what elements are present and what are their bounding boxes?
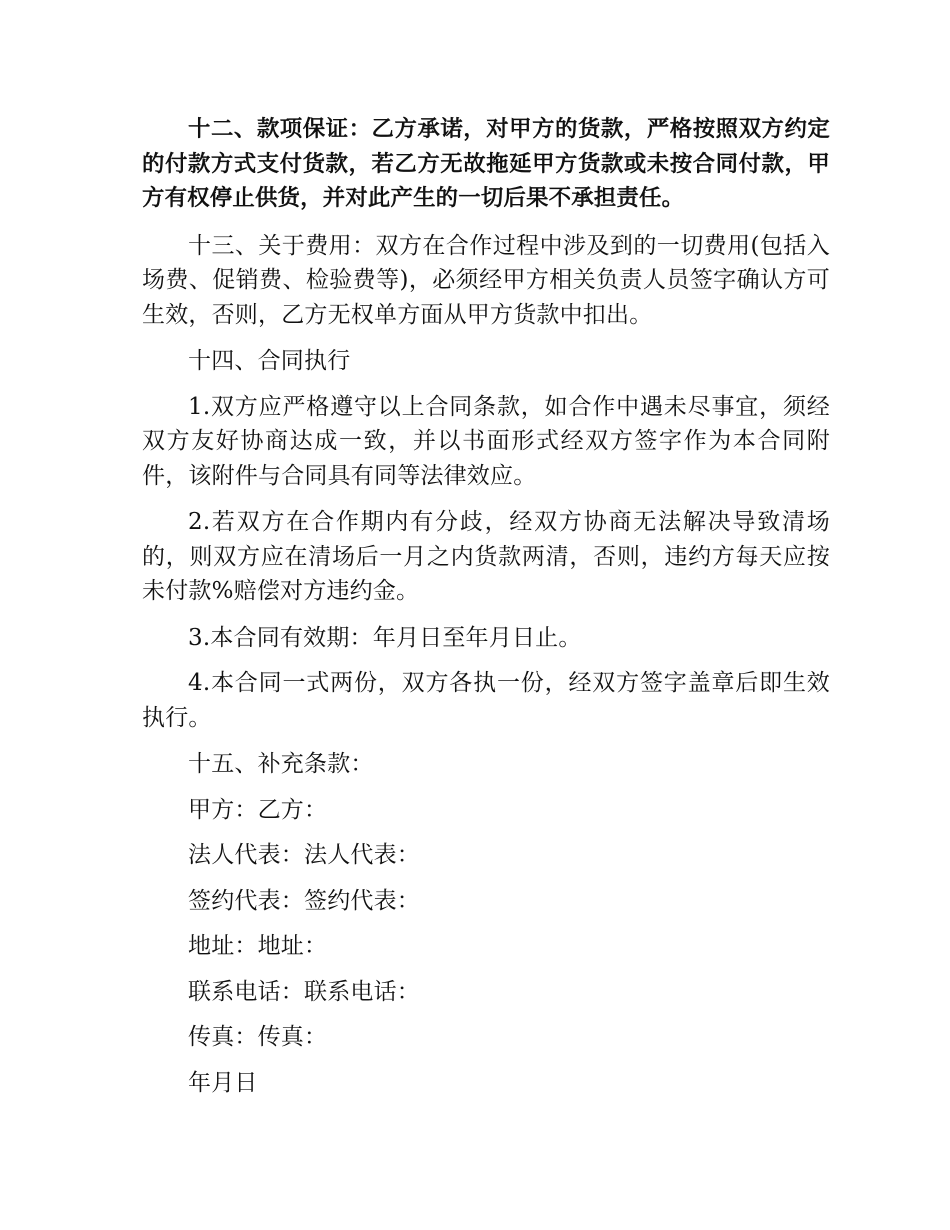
signature-phone: 联系电话：联系电话：	[188, 978, 420, 1005]
signature-date: 年月日	[188, 1069, 258, 1096]
signature-parties: 甲方：乙方：	[188, 796, 328, 823]
signature-legal-rep: 法人代表：法人代表：	[188, 842, 420, 868]
clause-14-item-3: 3.本合同有效期：年月日至年月日止。	[188, 624, 582, 651]
clause-15-heading: 十五、补充条款：	[188, 751, 374, 777]
document-page	[142, 112, 830, 1111]
clause-14-item-1: 1.双方应严格遵守以上合同条款，如合作中遇未尽事宜，须经双方友好协商达成一致，并以书面形式经双方签字作为本合同附件，该附件与合同具有同等法律效应。	[142, 393, 830, 489]
clause-14-item-4: 4.本合同一式两份，双方各执一份，经双方签字盖章后即生效执行。	[142, 670, 830, 731]
clause-14-item-2: 2.若双方在合作期内有分歧，经双方协商无法解决导致清场的，则双方应在清场后一月之内货款两清，否则，违约方每天应按未付款%赔偿对方违约金。	[142, 509, 830, 604]
clause-14-heading: 十四、合同执行	[188, 348, 351, 374]
clause-12-payment-guarantee: 十二、款项保证：乙方承诺，对甲方的货款，严格按照双方约定的付款方式支付货款，若乙方无故拖延甲方货款或未按合同付款，甲方有权停止供货，并对此产生的一切后果不承担责任。	[142, 116, 830, 211]
signature-signing-rep: 签约代表：签约代表：	[188, 887, 420, 914]
signature-address: 地址：地址：	[188, 933, 328, 959]
clause-13-fees: 十三、关于费用：双方在合作过程中涉及到的一切费用(包括入场费、促销费、检验费等)，必须经甲方相关负责人员签字确认方可生效，否则，乙方无权单方面从甲方货款中扣出。	[142, 232, 830, 328]
signature-fax: 传真：传真：	[188, 1024, 328, 1050]
